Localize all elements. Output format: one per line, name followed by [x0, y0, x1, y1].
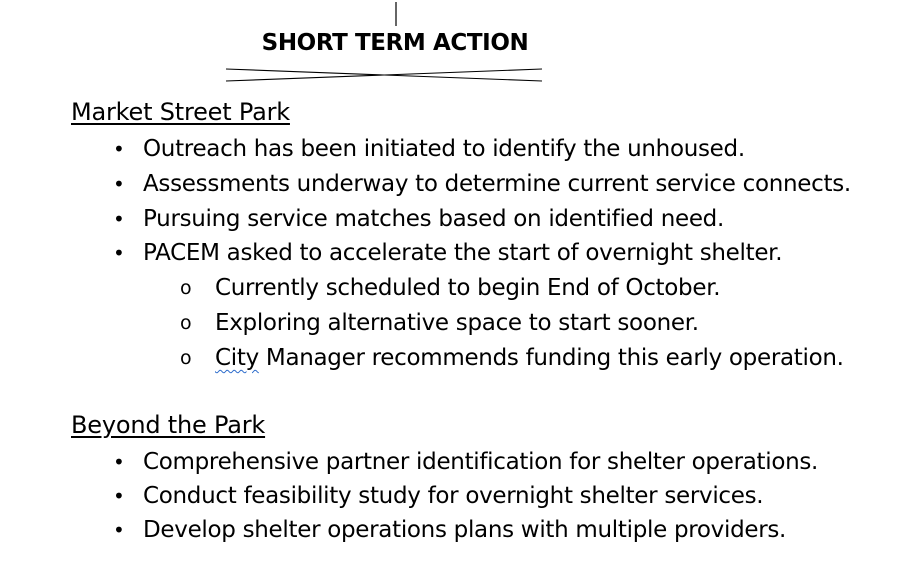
- sub-bullet-marker: o: [180, 277, 192, 300]
- sub-bullet-marker: o: [180, 346, 192, 369]
- bullet-marker: •: [113, 484, 125, 508]
- list-item-text: PACEM asked to accelerate the start of overnight shelter.: [143, 240, 783, 267]
- page-title: SHORT TERM ACTION: [261, 30, 529, 56]
- bullet-marker: •: [113, 206, 125, 231]
- list-item-text: Comprehensive partner identification for shelter operations.: [143, 449, 819, 475]
- list-item-text: Assessments underway to determine current service connects.: [143, 170, 851, 197]
- section-heading-beyond-the-park: Beyond the Park: [71, 411, 266, 439]
- sub-list-item-text: Exploring alternative space to start sooner.: [215, 309, 699, 336]
- sub-bullet-marker: o: [180, 311, 192, 334]
- bullet-marker: •: [113, 518, 125, 542]
- section-heading-market-street-park: Market Street Park: [71, 98, 290, 126]
- list-item-text: Pursuing service matches based on identified need.: [143, 205, 724, 232]
- bullet-marker: •: [113, 241, 125, 266]
- spellcheck-flagged-word[interactable]: City: [215, 344, 259, 371]
- bullet-marker: •: [113, 137, 125, 161]
- list-item-text: Outreach has been initiated to identify the unhoused.: [143, 136, 745, 162]
- bullet-marker: •: [113, 450, 125, 474]
- list-item-text: Conduct feasibility study for overnight shelter services.: [143, 483, 764, 509]
- list-item-text: Develop shelter operations plans with multiple providers.: [143, 517, 787, 543]
- sub-list-item-text-rest: Manager recommends funding this early operation.: [258, 344, 844, 371]
- sub-list-item-text: Currently scheduled to begin End of October.: [215, 275, 721, 302]
- bullet-marker: •: [113, 171, 125, 196]
- sub-list-item-text: [215, 341, 844, 376]
